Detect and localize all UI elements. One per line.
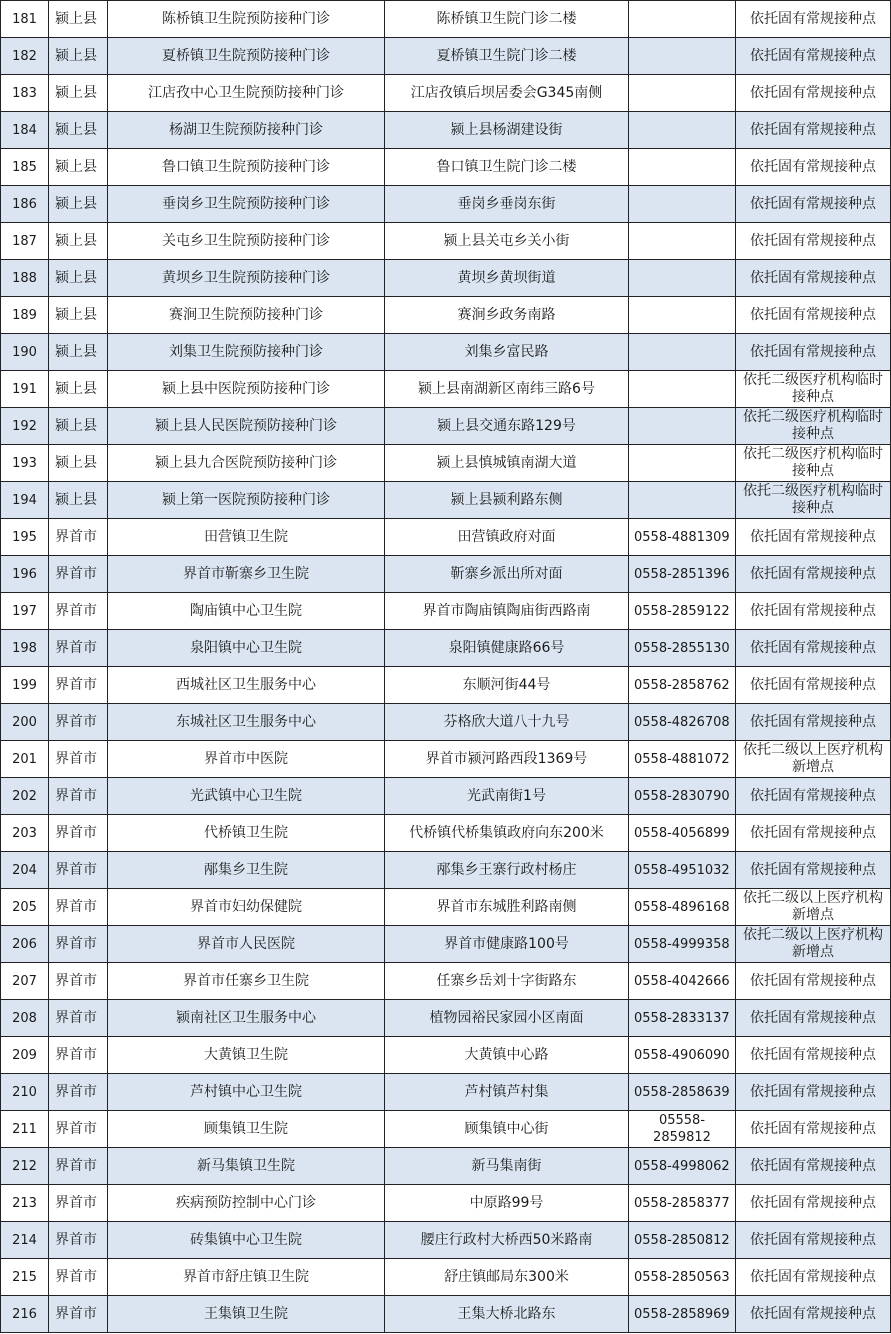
site-address: 陈桥镇卫生院门诊二楼 [385,1,629,38]
contact-phone [629,334,736,371]
table-row [1,1,891,38]
contact-phone: 0558-4881309 [629,519,736,556]
site-name: 西城社区卫生服务中心 [108,667,385,704]
row-number: 213 [1,1185,49,1222]
contact-phone: 0558-2850812 [629,1222,736,1259]
site-name: 颍上县中医院预防接种门诊 [108,371,385,408]
site-name: 鲁口镇卫生院预防接种门诊 [108,149,385,186]
site-address: 东顺河街44号 [385,667,629,704]
row-number: 215 [1,1259,49,1296]
contact-phone: 0558-4881072 [629,741,736,778]
site-address: 鲁口镇卫生院门诊二楼 [385,149,629,186]
site-name: 新马集镇卫生院 [108,1148,385,1185]
district-name: 界首市 [49,926,108,963]
row-number: 181 [1,1,49,38]
table-row [1,519,891,556]
row-number: 182 [1,38,49,75]
row-number: 193 [1,445,49,482]
contact-phone [629,371,736,408]
table-row [1,223,891,260]
row-number: 187 [1,223,49,260]
site-type: 依托固有常规接种点 [736,815,891,852]
site-type: 依托固有常规接种点 [736,630,891,667]
row-number: 197 [1,593,49,630]
table-row [1,1259,891,1296]
site-name: 江店孜中心卫生院预防接种门诊 [108,75,385,112]
row-number: 207 [1,963,49,1000]
site-type: 依托固有常规接种点 [736,778,891,815]
site-address: 田营镇政府对面 [385,519,629,556]
site-address: 颍上县杨湖建设街 [385,112,629,149]
district-name: 界首市 [49,519,108,556]
table-body [1,1,891,1333]
site-type: 依托二级医疗机构临时接种点 [736,408,891,445]
site-address: 新马集南街 [385,1148,629,1185]
site-name: 颍南社区卫生服务中心 [108,1000,385,1037]
site-address: 中原路99号 [385,1185,629,1222]
row-number: 200 [1,704,49,741]
site-type: 依托二级医疗机构临时接种点 [736,445,891,482]
site-name: 夏桥镇卫生院预防接种门诊 [108,38,385,75]
site-name: 王集镇卫生院 [108,1296,385,1333]
contact-phone [629,297,736,334]
site-address: 界首市颍河路西段1369号 [385,741,629,778]
contact-phone: 0558-2859122 [629,593,736,630]
site-name: 陈桥镇卫生院预防接种门诊 [108,1,385,38]
site-type: 依托固有常规接种点 [736,852,891,889]
site-name: 颍上县九合医院预防接种门诊 [108,445,385,482]
site-type: 依托固有常规接种点 [736,297,891,334]
district-name: 界首市 [49,815,108,852]
district-name: 界首市 [49,1111,108,1148]
site-address: 夏桥镇卫生院门诊二楼 [385,38,629,75]
site-address: 颍上县关屯乡关小街 [385,223,629,260]
contact-phone: 05558-2859812 [629,1111,736,1148]
contact-phone: 0558-4896168 [629,889,736,926]
table-row [1,75,891,112]
site-type: 依托固有常规接种点 [736,1,891,38]
site-address: 颍上县南湖新区南纬三路6号 [385,371,629,408]
site-address: 芦村镇芦村集 [385,1074,629,1111]
site-type: 依托二级以上医疗机构新增点 [736,926,891,963]
table-row [1,1222,891,1259]
site-address: 任寨乡岳刘十字街路东 [385,963,629,1000]
site-type: 依托固有常规接种点 [736,963,891,1000]
district-name: 颍上县 [49,334,108,371]
row-number: 195 [1,519,49,556]
table-row [1,112,891,149]
site-type: 依托固有常规接种点 [736,38,891,75]
district-name: 颍上县 [49,75,108,112]
district-name: 界首市 [49,1074,108,1111]
table-row [1,741,891,778]
site-address: 舒庄镇邮局东300米 [385,1259,629,1296]
site-address: 大黄镇中心路 [385,1037,629,1074]
site-name: 刘集卫生院预防接种门诊 [108,334,385,371]
row-number: 202 [1,778,49,815]
row-number: 185 [1,149,49,186]
site-type: 依托二级医疗机构临时接种点 [736,371,891,408]
contact-phone: 0558-4042666 [629,963,736,1000]
row-number: 184 [1,112,49,149]
site-name: 颍上第一医院预防接种门诊 [108,482,385,519]
site-address: 界首市陶庙镇陶庙街西路南 [385,593,629,630]
table-row [1,815,891,852]
site-type: 依托固有常规接种点 [736,112,891,149]
row-number: 209 [1,1037,49,1074]
row-number: 214 [1,1222,49,1259]
site-address: 邴集乡王寨行政村杨庄 [385,852,629,889]
contact-phone [629,482,736,519]
district-name: 颍上县 [49,1,108,38]
site-type: 依托固有常规接种点 [736,149,891,186]
row-number: 212 [1,1148,49,1185]
site-name: 赛涧卫生院预防接种门诊 [108,297,385,334]
site-type: 依托固有常规接种点 [736,1037,891,1074]
site-address: 垂岗乡垂岗东街 [385,186,629,223]
table-row [1,889,891,926]
site-address: 顾集镇中心街 [385,1111,629,1148]
row-number: 194 [1,482,49,519]
site-address: 颍上县交通东路129号 [385,408,629,445]
site-type: 依托固有常规接种点 [736,75,891,112]
site-address: 王集大桥北路东 [385,1296,629,1333]
table-row [1,149,891,186]
district-name: 界首市 [49,778,108,815]
row-number: 188 [1,260,49,297]
site-address: 颍上县慎城镇南湖大道 [385,445,629,482]
district-name: 界首市 [49,593,108,630]
site-address: 江店孜镇后坝居委会G345南侧 [385,75,629,112]
table-row [1,334,891,371]
site-name: 界首市中医院 [108,741,385,778]
site-name: 大黄镇卫生院 [108,1037,385,1074]
site-address: 代桥镇代桥集镇政府向东200米 [385,815,629,852]
row-number: 211 [1,1111,49,1148]
table-row [1,1185,891,1222]
site-name: 杨湖卫生院预防接种门诊 [108,112,385,149]
row-number: 190 [1,334,49,371]
contact-phone: 0558-2830790 [629,778,736,815]
site-name: 黄坝乡卫生院预防接种门诊 [108,260,385,297]
table-row [1,260,891,297]
row-number: 203 [1,815,49,852]
site-address: 刘集乡富民路 [385,334,629,371]
row-number: 189 [1,297,49,334]
table-row [1,1111,891,1148]
table-row [1,1000,891,1037]
row-number: 183 [1,75,49,112]
site-address: 颍上县颍利路东侧 [385,482,629,519]
site-type: 依托固有常规接种点 [736,1222,891,1259]
table-row [1,667,891,704]
contact-phone: 0558-2858969 [629,1296,736,1333]
site-type: 依托固有常规接种点 [736,1259,891,1296]
site-type: 依托固有常规接种点 [736,1111,891,1148]
contact-phone [629,75,736,112]
table-row [1,1074,891,1111]
site-type: 依托固有常规接种点 [736,1074,891,1111]
row-number: 198 [1,630,49,667]
row-number: 206 [1,926,49,963]
district-name: 颍上县 [49,112,108,149]
site-type: 依托固有常规接种点 [736,260,891,297]
table-row [1,1148,891,1185]
table-row [1,704,891,741]
site-address: 靳寨乡派出所对面 [385,556,629,593]
district-name: 颍上县 [49,149,108,186]
table-row [1,593,891,630]
site-name: 东城社区卫生服务中心 [108,704,385,741]
district-name: 界首市 [49,704,108,741]
table-row [1,482,891,519]
row-number: 201 [1,741,49,778]
contact-phone [629,38,736,75]
site-name: 邴集乡卫生院 [108,852,385,889]
contact-phone: 0558-2858377 [629,1185,736,1222]
district-name: 界首市 [49,1037,108,1074]
district-name: 界首市 [49,667,108,704]
site-type: 依托固有常规接种点 [736,556,891,593]
row-number: 210 [1,1074,49,1111]
site-name: 界首市妇幼保健院 [108,889,385,926]
row-number: 192 [1,408,49,445]
table-row [1,408,891,445]
contact-phone: 0558-4056899 [629,815,736,852]
site-name: 田营镇卫生院 [108,519,385,556]
district-name: 颍上县 [49,371,108,408]
district-name: 颍上县 [49,223,108,260]
district-name: 界首市 [49,963,108,1000]
contact-phone: 0558-2851396 [629,556,736,593]
district-name: 界首市 [49,889,108,926]
table-row [1,1037,891,1074]
site-name: 垂岗乡卫生院预防接种门诊 [108,186,385,223]
site-type: 依托固有常规接种点 [736,186,891,223]
row-number: 205 [1,889,49,926]
site-type: 依托固有常规接种点 [736,1148,891,1185]
site-type: 依托固有常规接种点 [736,1000,891,1037]
site-type: 依托固有常规接种点 [736,223,891,260]
row-number: 199 [1,667,49,704]
table-row [1,556,891,593]
table-row [1,445,891,482]
contact-phone: 0558-2858762 [629,667,736,704]
table-row [1,297,891,334]
table-row [1,1296,891,1333]
district-name: 界首市 [49,556,108,593]
contact-phone [629,112,736,149]
site-type: 依托固有常规接种点 [736,1185,891,1222]
site-name: 关屯乡卫生院预防接种门诊 [108,223,385,260]
site-name: 颍上县人民医院预防接种门诊 [108,408,385,445]
row-number: 208 [1,1000,49,1037]
district-name: 颍上县 [49,38,108,75]
row-number: 196 [1,556,49,593]
site-type: 依托固有常规接种点 [736,704,891,741]
site-address: 芬格欣大道八十九号 [385,704,629,741]
district-name: 界首市 [49,630,108,667]
site-type: 依托固有常规接种点 [736,519,891,556]
contact-phone: 0558-4998062 [629,1148,736,1185]
contact-phone [629,445,736,482]
table-row [1,778,891,815]
site-type: 依托固有常规接种点 [736,667,891,704]
site-name: 界首市舒庄镇卫生院 [108,1259,385,1296]
site-name: 陶庙镇中心卫生院 [108,593,385,630]
contact-phone [629,1,736,38]
table-row [1,38,891,75]
site-type: 依托二级以上医疗机构新增点 [736,741,891,778]
district-name: 颍上县 [49,408,108,445]
district-name: 界首市 [49,852,108,889]
district-name: 界首市 [49,1222,108,1259]
contact-phone [629,149,736,186]
site-name: 界首市人民医院 [108,926,385,963]
site-name: 界首市任寨乡卫生院 [108,963,385,1000]
site-address: 泉阳镇健康路66号 [385,630,629,667]
table-row [1,926,891,963]
district-name: 界首市 [49,1000,108,1037]
site-address: 植物园裕民家园小区南面 [385,1000,629,1037]
site-type: 依托二级医疗机构临时接种点 [736,482,891,519]
table-row [1,963,891,1000]
table-row [1,852,891,889]
contact-phone: 0558-4951032 [629,852,736,889]
site-name: 顾集镇卫生院 [108,1111,385,1148]
row-number: 204 [1,852,49,889]
district-name: 颍上县 [49,445,108,482]
contact-phone: 0558-4906090 [629,1037,736,1074]
site-type: 依托二级以上医疗机构新增点 [736,889,891,926]
site-type: 依托固有常规接种点 [736,593,891,630]
site-type: 依托固有常规接种点 [736,1296,891,1333]
site-name: 界首市靳寨乡卫生院 [108,556,385,593]
site-name: 芦村镇中心卫生院 [108,1074,385,1111]
district-name: 界首市 [49,1296,108,1333]
site-address: 腰庄行政村大桥西50米路南 [385,1222,629,1259]
table-row [1,371,891,408]
district-name: 界首市 [49,741,108,778]
site-name: 光武镇中心卫生院 [108,778,385,815]
site-type: 依托固有常规接种点 [736,334,891,371]
contact-phone [629,223,736,260]
contact-phone [629,186,736,223]
contact-phone: 0558-2858639 [629,1074,736,1111]
row-number: 216 [1,1296,49,1333]
contact-phone [629,260,736,297]
table-row [1,186,891,223]
district-name: 界首市 [49,1148,108,1185]
site-address: 界首市健康路100号 [385,926,629,963]
site-name: 泉阳镇中心卫生院 [108,630,385,667]
district-name: 颍上县 [49,186,108,223]
table-row [1,630,891,667]
contact-phone: 0558-2850563 [629,1259,736,1296]
district-name: 颍上县 [49,482,108,519]
site-name: 代桥镇卫生院 [108,815,385,852]
contact-phone [629,408,736,445]
site-address: 赛涧乡政务南路 [385,297,629,334]
contact-phone: 0558-4999358 [629,926,736,963]
contact-phone: 0558-4826708 [629,704,736,741]
district-name: 颍上县 [49,297,108,334]
row-number: 191 [1,371,49,408]
district-name: 界首市 [49,1259,108,1296]
district-name: 界首市 [49,1185,108,1222]
contact-phone: 0558-2833137 [629,1000,736,1037]
site-address: 界首市东城胜利路南侧 [385,889,629,926]
district-name: 颍上县 [49,260,108,297]
site-address: 黄坝乡黄坝街道 [385,260,629,297]
row-number: 186 [1,186,49,223]
site-name: 砖集镇中心卫生院 [108,1222,385,1259]
site-name: 疾病预防控制中心门诊 [108,1185,385,1222]
site-address: 光武南街1号 [385,778,629,815]
contact-phone: 0558-2855130 [629,630,736,667]
